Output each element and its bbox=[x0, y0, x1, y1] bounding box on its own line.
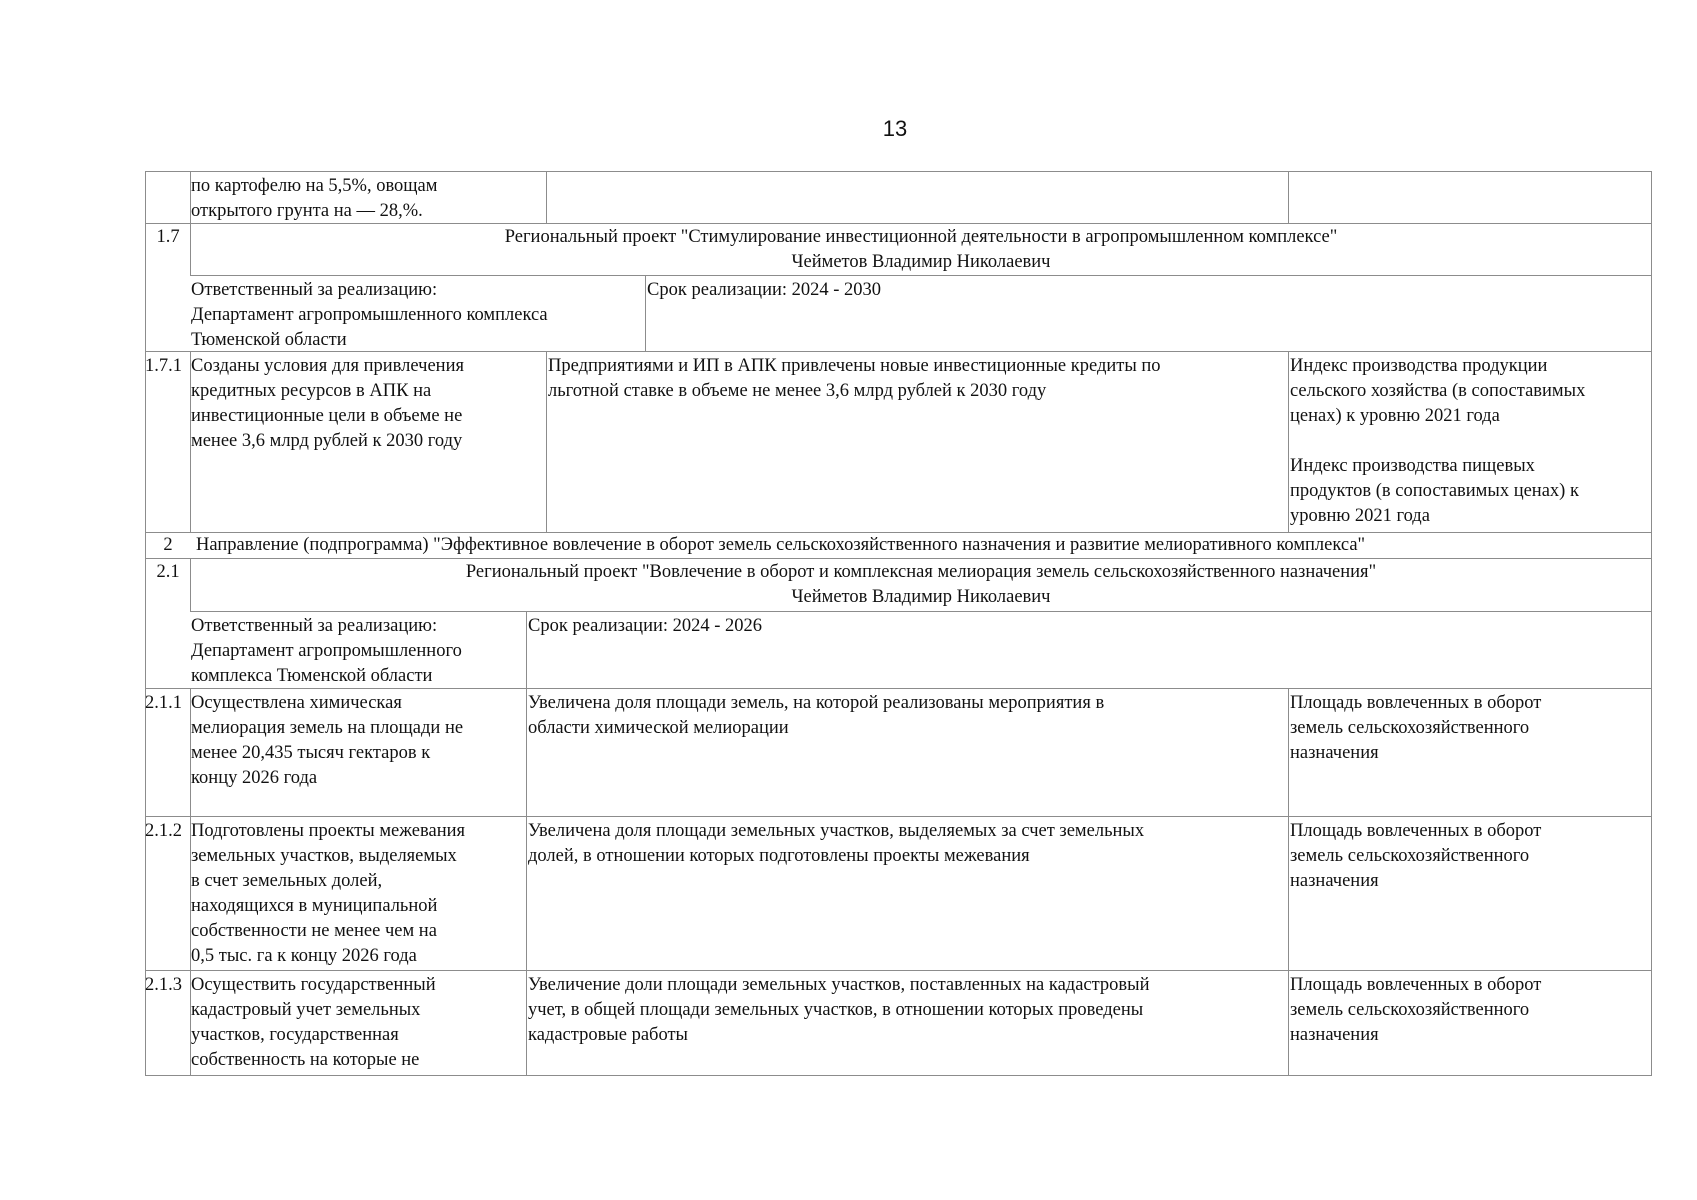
col-divider bbox=[1288, 688, 1289, 1075]
row-number: 2.1.3 bbox=[145, 975, 182, 995]
task-cell: Созданы условия для привлечения кредитных ресурсов в АПК на инвестиционные цели в объеме не менее 3,6 млрд рублей к 2030 году bbox=[191, 356, 464, 451]
effect-cell: Увеличение доли площади земельных участков, поставленных на кадастровый учет, в общей площади земельных участков, в отношении которых проведены кадастровые работы bbox=[528, 975, 1150, 1045]
row-divider bbox=[145, 816, 1651, 817]
col-divider bbox=[546, 351, 547, 532]
project-curator: Чейметов Владимир Николаевич bbox=[791, 587, 1051, 607]
indicator-cell: Площадь вовлеченных в оборот земель сельскохозяйственного назначения bbox=[1290, 821, 1542, 891]
row-number: 2.1.1 bbox=[145, 693, 182, 713]
col-divider bbox=[526, 611, 527, 688]
col-divider bbox=[526, 688, 527, 1075]
row-number: 1.7 bbox=[156, 227, 180, 247]
effect-cell: Предприятиями и ИП в АПК привлечены новые инвестиционные кредиты по льготной ставке в объеме не менее 3,6 млрд рублей к 2030 году bbox=[548, 356, 1161, 401]
effect-cell: Увеличена доля площади земель, на которой реализованы мероприятия в области химической мелиорации bbox=[528, 693, 1105, 738]
row-number: 2.1 bbox=[156, 562, 180, 582]
term-cell: Срок реализации: 2024 - 2026 bbox=[528, 616, 763, 636]
responsible-cell: Ответственный за реализацию: Департамент агропромышленного комплекса Тюменской области bbox=[191, 280, 548, 350]
table-border-top bbox=[145, 171, 1651, 172]
indicator-cell: Площадь вовлеченных в оборот земель сельскохозяйственного назначения bbox=[1290, 693, 1542, 763]
responsible-cell: Ответственный за реализацию: Департамент агропромышленного комплекса Тюменской области bbox=[191, 616, 462, 686]
indicator-cell: Площадь вовлеченных в оборот земель сельскохозяйственного назначения bbox=[1290, 975, 1542, 1045]
row-number: 2 bbox=[163, 535, 173, 555]
task-cell: Осуществлена химическая мелиорация земель на площади не менее 20,435 тысяч гектаров к концу 2026 года bbox=[191, 693, 464, 788]
task-cell: по картофелю на 5,5%, овощам открытого грунта на — 28,%. bbox=[191, 176, 438, 221]
row-divider bbox=[190, 275, 1651, 276]
term-cell: Срок реализации: 2024 - 2030 bbox=[647, 280, 882, 300]
project-curator: Чейметов Владимир Николаевич bbox=[791, 252, 1051, 272]
direction-title: Направление (подпрограмма) "Эффективное вовлечение в оборот земель сельскохозяйственного назначения и развитие мелиоративного комплекса" bbox=[196, 535, 1366, 555]
task-cell: Осуществить государственный кадастровый учет земельных участков, государственная собственность на которые не bbox=[191, 975, 436, 1070]
col-divider bbox=[546, 171, 547, 223]
page-number: 13 bbox=[882, 116, 908, 141]
row-number: 1.7.1 bbox=[145, 356, 182, 376]
effect-cell: Увеличена доля площади земельных участков, выделяемых за счет земельных долей, в отношении которых подготовлены проекты межевания bbox=[528, 821, 1145, 866]
col-divider bbox=[645, 275, 646, 351]
project-title: Региональный проект "Вовлечение в оборот и комплексная мелиорация земель сельскохозяйственного назначения" bbox=[465, 562, 1377, 582]
table-border-left bbox=[145, 171, 146, 1076]
row-divider bbox=[145, 558, 1651, 559]
col-divider bbox=[1288, 351, 1289, 532]
row-divider bbox=[190, 611, 1651, 612]
table-border-bottom bbox=[145, 1075, 1651, 1076]
table-border-right bbox=[1651, 171, 1652, 1076]
indicator-cell: Индекс производства продукции сельского хозяйства (в сопоставимых ценах) к уровню 2021 года Индекс производства пищевых продуктов (в сопоставимых ценах) к уровню 2021 года bbox=[1290, 356, 1586, 526]
row-divider bbox=[145, 970, 1651, 971]
project-title: Региональный проект "Стимулирование инвестиционной деятельности в агропромышленном комплексе" bbox=[504, 227, 1338, 247]
row-number: 2.1.2 bbox=[145, 821, 182, 841]
task-cell: Подготовлены проекты межевания земельных участков, выделяемых в счет земельных долей, находящихся в муниципальной собственности не менее чем на 0,5 тыс. га к концу 2026 года bbox=[191, 821, 466, 966]
col-divider bbox=[1288, 171, 1289, 223]
